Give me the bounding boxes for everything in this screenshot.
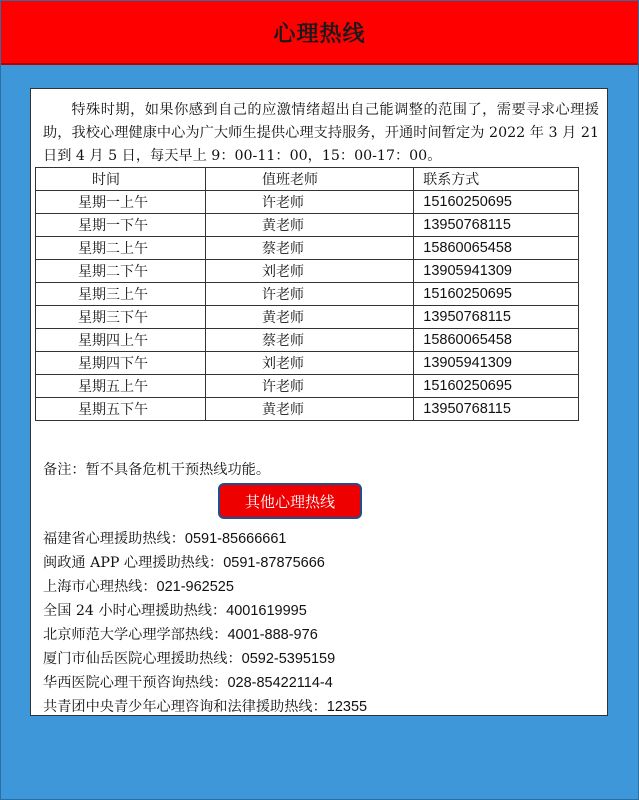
table-row [36,398,579,421]
list-item [43,647,599,671]
table-row [36,191,579,214]
cell-phone: 15860065458 [414,237,579,260]
table-row [36,329,579,352]
cell-teacher: 许老师 [206,191,414,214]
cell-phone: 15160250695 [414,283,579,306]
hotline-name: 全国 24 小时心理援助热线： [43,603,227,619]
table-row [36,306,579,329]
list-item [43,551,599,575]
table-row [36,375,579,398]
list-item [43,671,599,695]
cell-teacher: 黄老师 [206,306,414,329]
cell-teacher: 许老师 [206,283,414,306]
column-header-contact: 联系方式 [414,168,579,191]
hotline-number: 0591-85666661 [184,531,287,547]
hotline-name: 厦门市仙岳医院心理援助热线： [43,651,242,667]
hotline-number: 021-962525 [156,579,234,595]
hotline-name: 北京师范大学心理学部热线： [43,627,228,643]
intro-paragraph: 特殊时期，如果你感到自己的应激情绪超出自己能调整的范围了，需要寻求心理援助，我校心理健康中心为广大师生提供心理支持服务，开通时间暂定为 2022 年 3 月 21 日到 4 月 5 日，每天早上 9：00-11：00，15：00-17：00。 [43,102,599,164]
cell-day: 星期一下午 [36,214,206,237]
cell-phone: 13950768115 [414,214,579,237]
hotline-number: 028-85422114-4 [227,675,333,691]
cell-phone: 13905941309 [414,352,579,375]
column-header-time: 时间 [36,168,206,191]
duty-schedule-table [35,167,579,421]
list-item [43,623,599,647]
hotline-number: 12355 [326,699,368,715]
header-banner [1,1,638,65]
table-row [36,214,579,237]
cell-phone: 15160250695 [414,191,579,214]
table-header-row [36,168,579,191]
hotline-name: 上海市心理热线： [43,579,157,595]
remark-note: 备注：暂不具备危机干预热线功能。 [43,462,271,478]
cell-day: 星期二上午 [36,237,206,260]
page-title: 心理热线 [273,21,366,47]
cell-day: 星期三上午 [36,283,206,306]
cell-teacher: 黄老师 [206,214,414,237]
cell-phone: 15160250695 [414,375,579,398]
hotline-number: 4001-888-976 [227,627,318,643]
cell-day: 星期四上午 [36,329,206,352]
hotline-name: 闽政通 APP 心理援助热线： [43,555,224,571]
column-header-teacher: 值班老师 [206,168,414,191]
hotline-number: 4001619995 [226,603,307,619]
list-item [43,695,599,719]
table-row [36,260,579,283]
cell-day: 星期五下午 [36,398,206,421]
hotline-name: 福建省心理援助热线： [43,531,185,547]
cell-phone: 15860065458 [414,329,579,352]
cell-phone: 13950768115 [414,306,579,329]
cell-teacher: 许老师 [206,375,414,398]
cell-day: 星期一上午 [36,191,206,214]
hotline-name: 华西医院心理干预咨询热线： [43,675,228,691]
table-row [36,283,579,306]
hotline-number: 0591-87875666 [223,555,325,571]
table-row [36,237,579,260]
cell-teacher: 蔡老师 [206,237,414,260]
list-item [43,527,599,551]
list-item [43,599,599,623]
cell-day: 星期四下午 [36,352,206,375]
other-hotlines-button[interactable]: 其他心理热线 [218,483,362,519]
cell-phone: 13905941309 [414,260,579,283]
cell-day: 星期二下午 [36,260,206,283]
cell-teacher: 刘老师 [206,260,414,283]
content-card [30,88,608,716]
list-item [43,575,599,599]
cell-phone: 13950768115 [414,398,579,421]
hotline-list [43,527,599,719]
hotline-number: 0592-5395159 [241,651,336,667]
hotline-name: 共青团中央青少年心理咨询和法律援助热线： [43,699,327,715]
cell-teacher: 黄老师 [206,398,414,421]
cell-day: 星期五上午 [36,375,206,398]
cell-day: 星期三下午 [36,306,206,329]
cell-teacher: 刘老师 [206,352,414,375]
table-row [36,352,579,375]
cell-teacher: 蔡老师 [206,329,414,352]
